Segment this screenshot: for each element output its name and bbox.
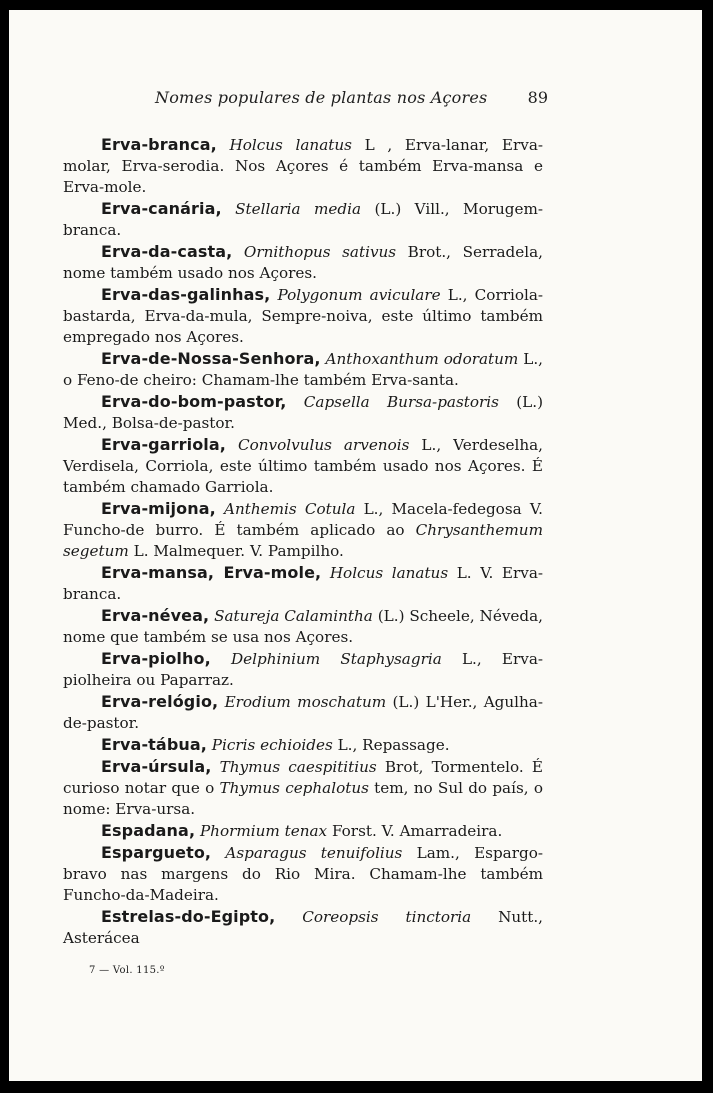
entry xyxy=(63,756,543,820)
entry-headword: Erva-da-casta, xyxy=(101,242,233,261)
book-page xyxy=(9,10,702,1081)
running-head xyxy=(71,88,548,112)
scientific-name: Asparagus tenuifolius xyxy=(225,844,403,862)
entry-text xyxy=(211,758,219,776)
entry-text xyxy=(226,436,238,454)
entry-headword: Erva-tábua, xyxy=(101,735,207,754)
entry xyxy=(63,691,543,734)
entry-text: L., Macela-fedegosa V. Funcho-de burro. É também aplicado ao xyxy=(63,500,543,539)
scientific-name: Thymus caespititius xyxy=(219,758,377,776)
entry-headword: Erva-mijona, xyxy=(101,499,216,518)
entry-headword: Estrelas-do-Egipto, xyxy=(101,907,276,926)
page-number: 89 xyxy=(527,88,548,107)
entry xyxy=(63,391,543,434)
entry-text xyxy=(216,500,224,518)
entry-headword: Erva-do-bom-pastor, xyxy=(101,392,287,411)
scientific-name: Phormium tenax xyxy=(199,822,328,840)
entry-headword: Erva-branca, xyxy=(101,135,217,154)
entry-text xyxy=(275,908,302,926)
entry-text: (L.) Vill., Morugem-branca. xyxy=(63,200,544,239)
entry-headword: Espadana, xyxy=(101,821,196,840)
entry-text: L. V. Erva-branca. xyxy=(63,564,544,603)
entry-text xyxy=(286,393,303,411)
entry-text: Brot, Tormentelo. É curioso notar que o xyxy=(63,758,544,797)
entry-text xyxy=(232,243,244,261)
entry xyxy=(63,198,543,241)
entry xyxy=(63,134,543,198)
entry-text xyxy=(321,564,330,582)
entry-text: Lam., Espargo-bravo nas margens do Rio Mira. Chamam-lhe também Funcho-da-Madeira. xyxy=(63,844,543,904)
scientific-name: Anthemis Cotula xyxy=(223,500,356,518)
entry xyxy=(63,820,543,842)
entry-headword: Erva-úrsula, xyxy=(101,757,212,776)
entry-text: Nutt., Asterácea xyxy=(63,908,543,947)
entry-text xyxy=(211,650,231,668)
entry-headword: Erva-de-Nossa-Senhora, xyxy=(101,349,321,368)
scientific-name: Ornithopus sativus xyxy=(243,243,397,261)
scientific-name: Anthoxanthum odoratum xyxy=(325,350,519,368)
entry-text: tem, no Sul do país, o nome: Erva-ursa. xyxy=(63,779,543,818)
entry xyxy=(63,605,543,648)
entry xyxy=(63,842,543,906)
entry-text: L., Erva-piolheira ou Paparraz. xyxy=(63,650,544,689)
scientific-name: Coreopsis tinctoria xyxy=(302,908,472,926)
entry xyxy=(63,906,543,949)
scientific-name: Erodium moschatum xyxy=(224,693,387,711)
scientific-name: Picris echioides xyxy=(211,736,333,754)
scientific-name: Delphinium Staphysagria xyxy=(230,650,442,668)
scientific-name: Convolvulus arvenois xyxy=(237,436,410,454)
entry xyxy=(63,498,543,562)
entry xyxy=(63,562,543,605)
entry xyxy=(63,434,543,498)
entry-headword: Erva-mansa, Erva-mole, xyxy=(101,563,322,582)
entry-text: Brot., Serradela, nome também usado nos Açores. xyxy=(63,243,543,282)
running-title: Nomes populares de plantas nos Açores xyxy=(155,88,488,107)
entry-text: L. Malmequer. V. Pampilho. xyxy=(128,542,344,560)
scientific-name: Holcus lanatus xyxy=(329,564,449,582)
entry-headword: Erva-névea, xyxy=(101,606,210,625)
entry-text: L., Corriola-bastarda, Erva-da-mula, Sempre-noiva, este último também empregado nos Açores. xyxy=(63,286,544,346)
entry-text: L , Erva-lanar, Erva-molar, Erva-serodia. Nos Açores é também Erva-mansa e Erva-mole. xyxy=(63,136,544,196)
scientific-name: Capsella Bursa-pastoris xyxy=(303,393,499,411)
entry-text xyxy=(217,136,230,154)
scientific-name: Polygonum aviculare xyxy=(277,286,441,304)
scientific-name: Satureja Calamintha xyxy=(214,607,373,625)
entry xyxy=(63,284,543,348)
entry xyxy=(63,648,543,691)
entries-list xyxy=(63,134,543,949)
entry-headword: Erva-relógio, xyxy=(101,692,219,711)
scientific-name: Thymus cephalotus xyxy=(219,779,369,797)
printer-signature: 7 — Vol. 115.º xyxy=(89,965,165,976)
entry-text: Forst. V. Amarradeira. xyxy=(327,822,503,840)
entry-headword: Erva-garriola, xyxy=(101,435,226,454)
entry-text xyxy=(222,200,235,218)
entry-text: L., o Feno-de cheiro: Chamam-lhe também Erva-santa. xyxy=(63,350,543,389)
entry-headword: Espargueto, xyxy=(101,843,212,862)
entry-headword: Erva-canária, xyxy=(101,199,222,218)
scientific-name: Stellaria media xyxy=(235,200,362,218)
entry-text: (L.) Scheele, Néveda, nome que também se usa nos Açores. xyxy=(63,607,544,646)
entry-text: (L.) Med., Bolsa-de-pastor. xyxy=(63,393,543,432)
entry-text xyxy=(211,844,225,862)
entry-text: L., Verdeselha, Verdisela, Corriola, este último também usado nos Açores. É também chamado Garriola. xyxy=(63,436,543,496)
entry xyxy=(63,348,543,391)
entry-text: (L.) L'Her., Agulha-de-pastor. xyxy=(63,693,543,732)
scientific-name: Holcus lanatus xyxy=(229,136,352,154)
entry-headword: Erva-das-galinhas, xyxy=(101,285,271,304)
entry xyxy=(63,734,543,756)
entry xyxy=(63,241,543,284)
entry-text: L., Repassage. xyxy=(332,736,450,754)
scientific-name: Chrysanthemum segetum xyxy=(63,521,543,560)
entry-headword: Erva-piolho, xyxy=(101,649,211,668)
